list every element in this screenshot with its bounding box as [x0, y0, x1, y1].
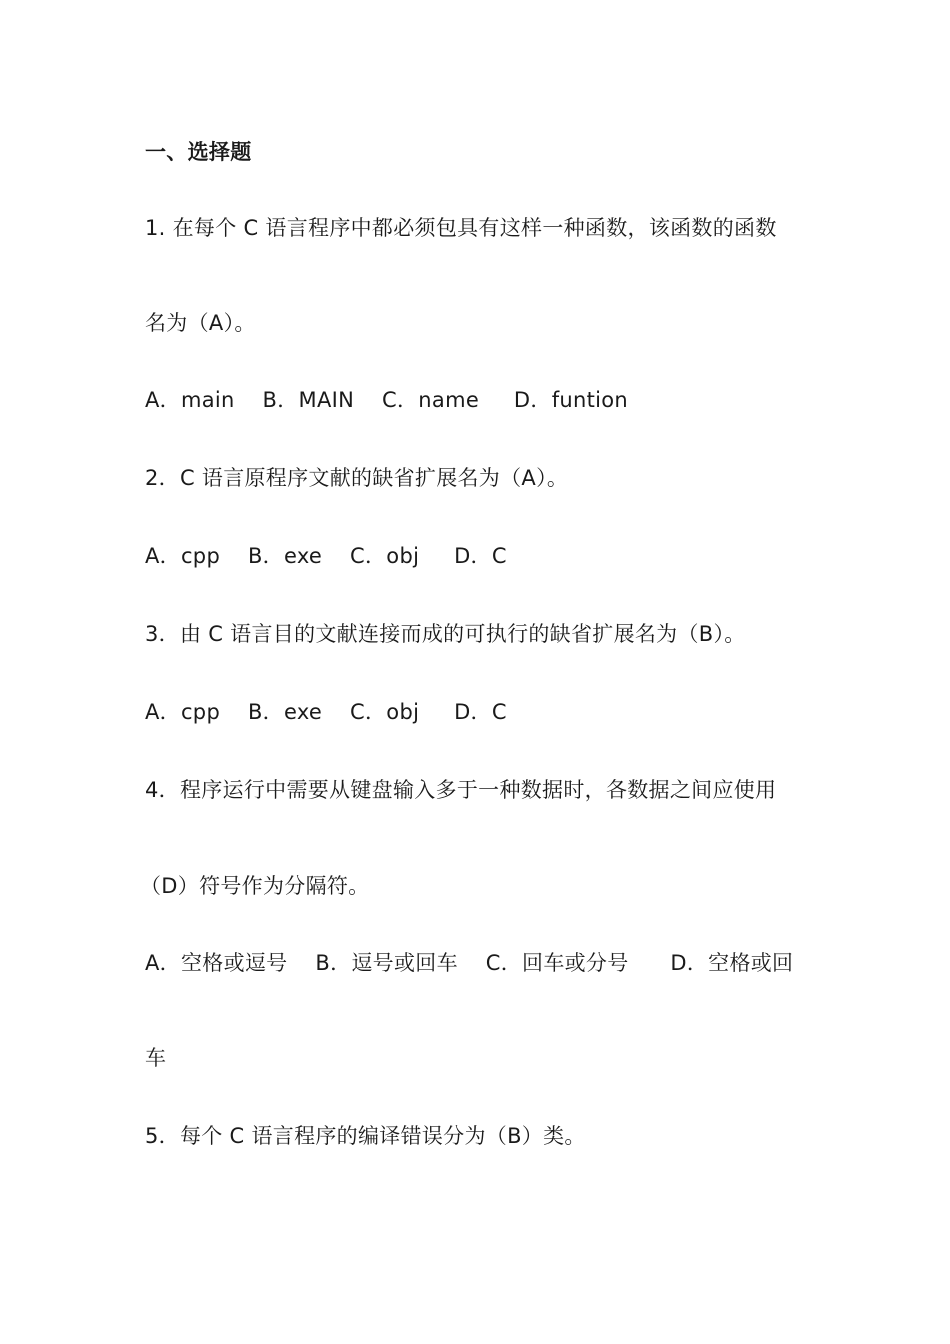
- question-2: 2．C 语言原程序文献的缺省扩展名为（A）。: [145, 466, 569, 490]
- question-3: 3．由 C 语言目的文献连接而成的可执行的缺省扩展名为（B）。: [145, 622, 746, 646]
- question-4-options-line-2: 车: [145, 1046, 167, 1070]
- question-5: 5．每个 C 语言程序的编译错误分为（B）类。: [145, 1124, 586, 1148]
- section-title: 一、选择题: [145, 140, 252, 164]
- question-2-options: A．cpp B．exe C．obj D．C: [145, 544, 507, 568]
- question-1-line-2: 名为（A）。: [145, 311, 256, 335]
- question-1-options: A．main B．MAIN C．name D．funtion: [145, 388, 629, 412]
- question-4-line-2: （D）符号作为分隔符。: [140, 874, 370, 898]
- question-1-line-1: 1. 在每个 C 语言程序中都必须包具有这样一种函数，该函数的函数: [145, 216, 777, 240]
- question-4-options-line-1: A．空格或逗号 B．逗号或回车 C．回车或分号 D．空格或回: [145, 951, 794, 975]
- question-3-options: A．cpp B．exe C．obj D．C: [145, 700, 507, 724]
- question-4-line-1: 4．程序运行中需要从键盘输入多于一种数据时，各数据之间应使用: [145, 778, 777, 802]
